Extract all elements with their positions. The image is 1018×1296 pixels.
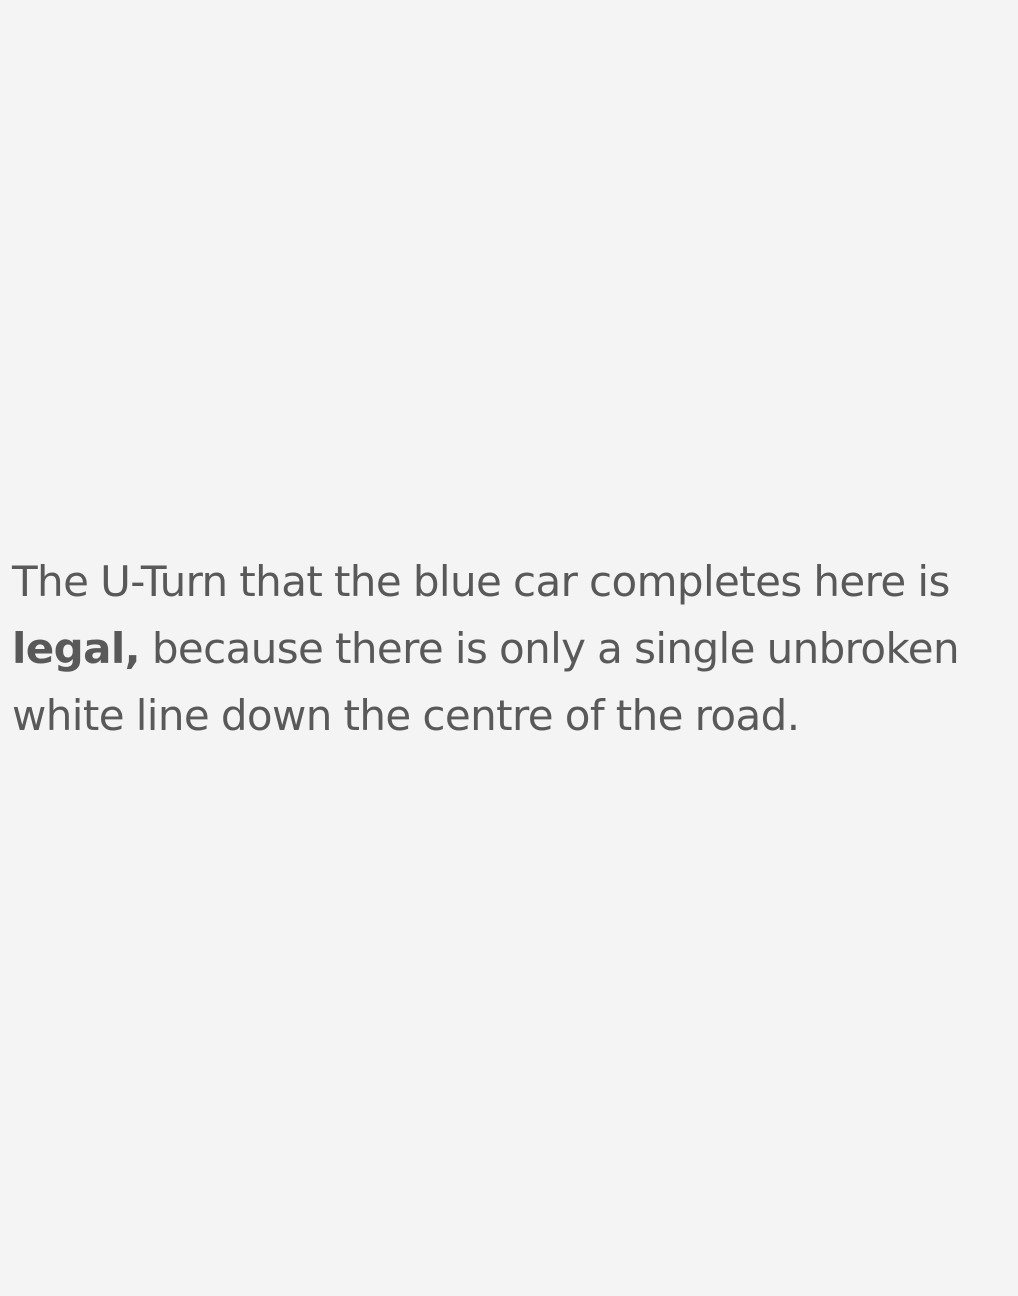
explanation-line-1: The U-Turn that the blue car completes here is — [12, 557, 950, 606]
verdict-label: legal, — [12, 624, 141, 673]
explanation-line-3: white line down the centre of the road. — [12, 691, 800, 740]
explanation-line-2: because there is only a single unbroken — [151, 624, 959, 673]
explanation-text — [12, 548, 1008, 749]
